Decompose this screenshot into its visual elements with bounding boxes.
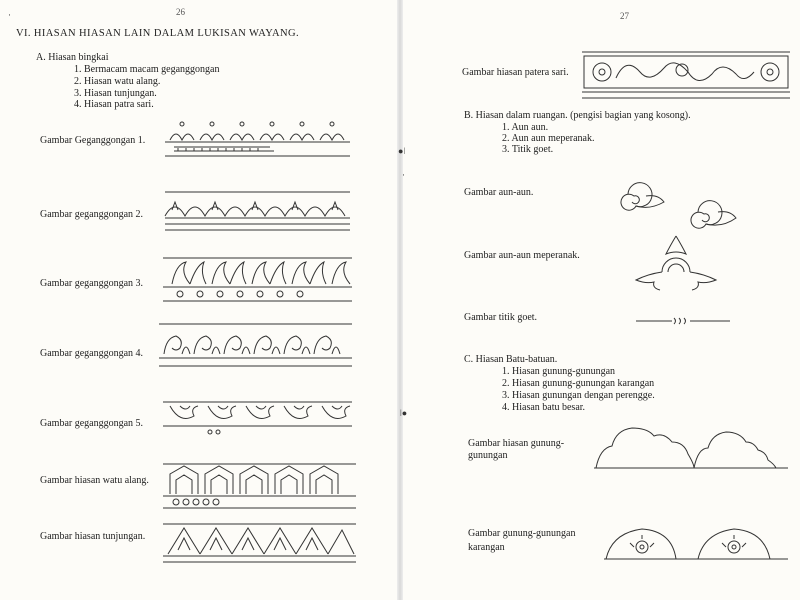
list-item: 1. Hiasan gunung-gunungan [502, 366, 616, 377]
list-item: 2. Hiasan gunung-gunungan karangan [502, 378, 655, 389]
geganggongan-3-ornament [160, 254, 355, 306]
figure-caption: Gambar titik goet. [464, 312, 538, 323]
watu-alang-ornament [160, 460, 360, 512]
figure-caption: Gambar hiasan watu alang. [40, 475, 149, 486]
figure-caption: Gambar Geganggongan 1. [40, 135, 146, 146]
aun-aun-drawing [612, 172, 742, 228]
page-number-right: 27 [620, 11, 629, 21]
aun-aun-meperanak-drawing [632, 232, 722, 296]
figure-caption: Gambar hiasan patera sari. [462, 67, 569, 78]
figure-caption-line: Gambar hiasan gunung- [468, 438, 565, 449]
figure-caption: Gambar geganggongan 2. [40, 209, 144, 220]
subsection-c-heading: C. Hiasan Batu-batuan. [464, 354, 558, 365]
tunjungan-ornament [160, 520, 360, 566]
margin-mark: · [8, 10, 11, 20]
list-item: 2. Hiasan watu alang. [74, 76, 161, 87]
list-item: 3. Titik goet. [502, 144, 554, 155]
figure-caption: Gambar geganggongan 3. [40, 278, 144, 289]
margin-mark: ǀ● [400, 408, 408, 418]
gunung-gunungan-drawing [592, 420, 792, 474]
list-item: 3. Hiasan tunjungan. [74, 88, 157, 99]
margin-mark: ●ǀ [398, 146, 406, 156]
page-number-left: 26 [176, 7, 185, 17]
list-item: 3. Hiasan gunungan dengan perengge. [502, 390, 655, 401]
figure-caption: Gambar hiasan tunjungan. [40, 531, 146, 542]
list-item: 1. Aun aun. [502, 122, 549, 133]
geganggongan-4-ornament [156, 320, 356, 372]
geganggongan-1-ornament [160, 116, 355, 162]
patera-sari-ornament [582, 48, 792, 104]
figure-caption: Gambar geganggongan 5. [40, 418, 144, 429]
geganggongan-2-ornament [160, 188, 355, 236]
figure-caption-line: gunungan [468, 450, 508, 461]
gunung-gunungan-karangan-drawing [602, 515, 792, 565]
figure-caption: Gambar aun-aun. [464, 187, 534, 198]
geganggongan-5-ornament [160, 398, 355, 440]
margin-mark: · [402, 170, 405, 180]
figure-caption: Gambar geganggongan 4. [40, 348, 144, 359]
figure-caption-line: karangan [468, 542, 505, 553]
subsection-a-heading: A. Hiasan bingkai [36, 52, 109, 63]
titik-goet-drawing [634, 314, 734, 328]
list-item: 4. Hiasan batu besar. [502, 402, 586, 413]
section-title: VI. HIASAN HIASAN LAIN DALAM LUKISAN WAYANG. [16, 28, 300, 39]
left-page [0, 0, 398, 600]
subsection-b-heading: B. Hiasan dalam ruangan. (pengisi bagian yang kosong). [464, 110, 691, 121]
figure-caption: Gambar aun-aun meperanak. [464, 250, 580, 261]
list-item: 2. Aun aun meperanak. [502, 133, 595, 144]
figure-caption-line: Gambar gunung-gunungan [468, 528, 576, 539]
list-item: 4. Hiasan patra sari. [74, 99, 154, 110]
right-page [398, 0, 800, 600]
list-item: 1. Bermacam macam geganggongan [74, 64, 220, 75]
